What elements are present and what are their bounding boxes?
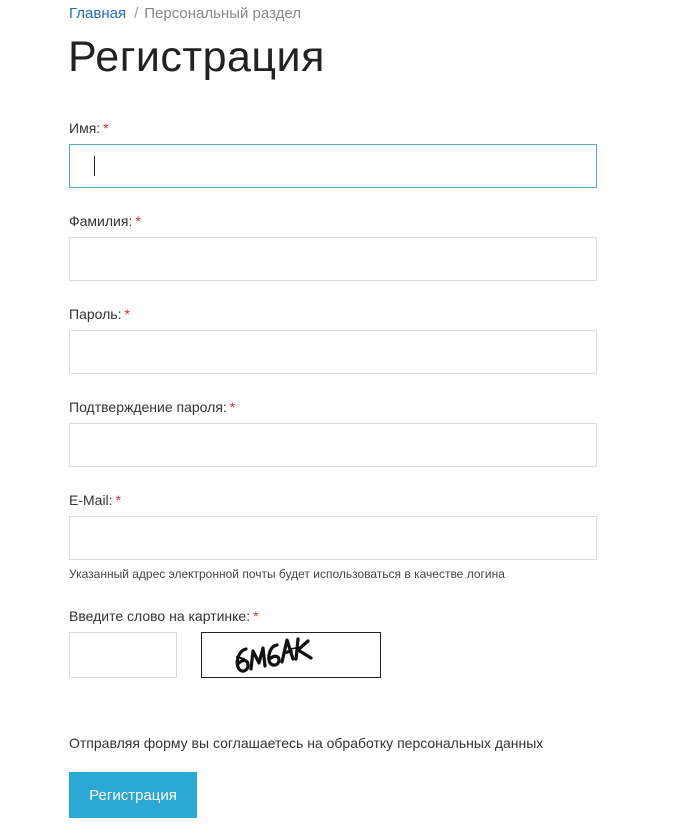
required-mark: * [103, 120, 109, 136]
email-label-text: E-Mail: [69, 492, 113, 508]
required-mark: * [229, 399, 236, 415]
last-name-label [69, 213, 141, 229]
breadcrumb [69, 5, 301, 23]
breadcrumb-home-link[interactable]: Главная [69, 5, 127, 22]
page-title: Регистрация [68, 33, 325, 81]
email-input[interactable] [69, 516, 597, 560]
last-name-label-text: Фамилия: [69, 213, 133, 229]
captcha-image [201, 632, 381, 678]
required-mark: * [253, 608, 259, 624]
password-confirm-label [69, 399, 235, 415]
captcha-label [69, 608, 259, 624]
text-cursor [94, 156, 95, 176]
register-button[interactable]: Регистрация [69, 772, 197, 818]
first-name-label [69, 120, 109, 136]
required-mark: * [135, 213, 141, 229]
password-label-text: Пароль: [69, 306, 122, 322]
email-label [69, 492, 121, 508]
password-input[interactable] [69, 330, 597, 374]
password-confirm-input[interactable] [69, 423, 597, 467]
password-confirm-label-text: Подтверждение пароля: [69, 399, 227, 415]
captcha-input[interactable] [69, 632, 177, 678]
password-label [69, 306, 130, 322]
first-name-input[interactable] [69, 144, 597, 188]
captcha-distorted-text [232, 635, 318, 677]
agreement-text: Отправляя форму вы соглашаетесь на обработку персональных данных [69, 735, 544, 751]
captcha-label-text: Введите слово на картинке: [69, 608, 251, 624]
first-name-label-text: Имя: [69, 120, 101, 136]
breadcrumb-current: Персональный раздел [144, 5, 301, 22]
last-name-input[interactable] [69, 237, 597, 281]
email-hint: Указанный адрес электронной почты будет использоваться в качестве логина [69, 567, 505, 581]
required-mark: * [115, 492, 122, 508]
required-mark: * [124, 306, 130, 322]
breadcrumb-separator: / [134, 5, 139, 22]
